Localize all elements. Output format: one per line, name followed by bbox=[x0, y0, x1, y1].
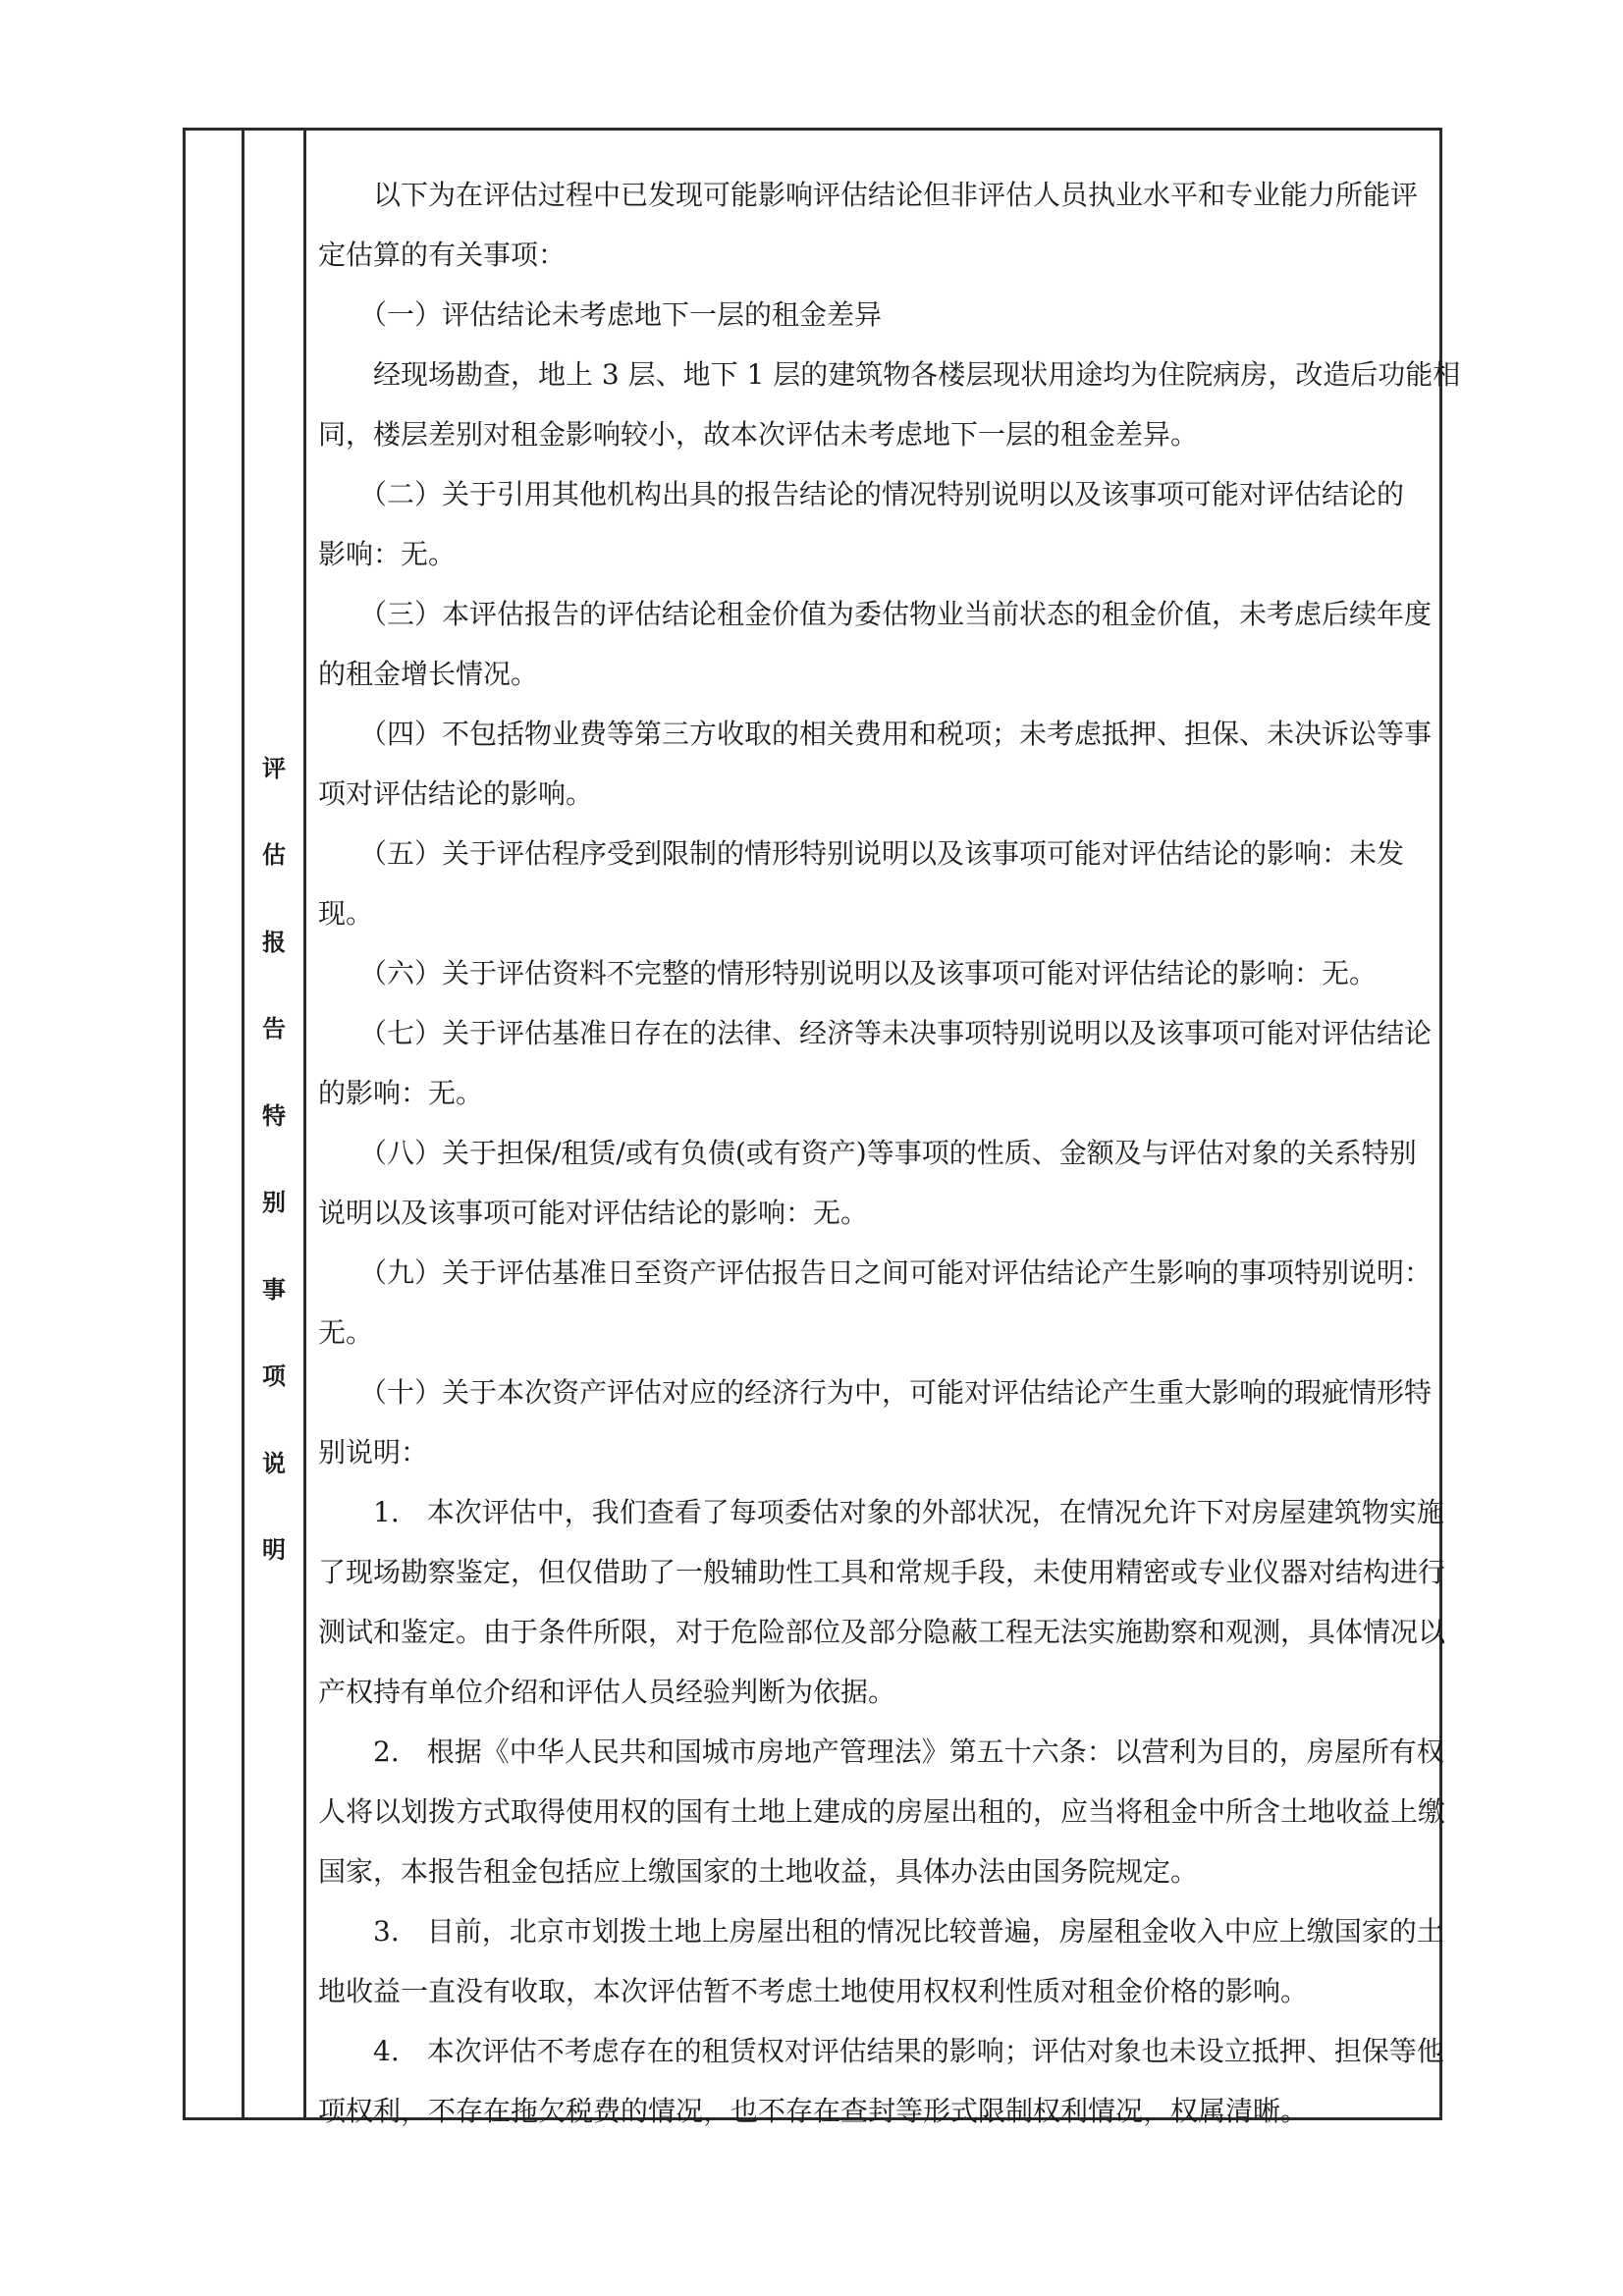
text-line: 影响：无。 bbox=[318, 538, 457, 570]
text-line: 产权持有单位介绍和评估人员经验判断为依据。 bbox=[318, 1676, 896, 1708]
label-char: 别 bbox=[262, 1188, 286, 1216]
text-line: 人将以划拨方式取得使用权的国有土地上建成的房屋出租的，应当将租金中所含土地收益上缴 bbox=[318, 1795, 1446, 1828]
text-line: 同，楼层差别对租金影响较小，故本次评估未考虑地下一层的租金差异。 bbox=[318, 418, 1199, 451]
text-line: 的影响：无。 bbox=[318, 1077, 484, 1109]
text-line: 项对评估结论的影响。 bbox=[318, 777, 594, 810]
label-char: 说 bbox=[262, 1449, 286, 1477]
text-line: 3. 目前，北京市划拨土地上房屋出租的情况比较普遍，房屋租金收入中应上缴国家的土 bbox=[318, 1915, 1444, 1948]
text-line: 国家，本报告租金包括应上缴国家的土地收益，具体办法由国务院规定。 bbox=[318, 1855, 1199, 1888]
label-char: 明 bbox=[262, 1535, 286, 1564]
text-line: （三）本评估报告的评估结论租金价值为委估物业当前状态的租金价值，未考虑后续年度 bbox=[318, 598, 1433, 630]
text-line: 现。 bbox=[318, 897, 374, 930]
text-line: 别说明： bbox=[318, 1436, 429, 1468]
text-line: （二）关于引用其他机构出具的报告结论的情况特别说明以及该事项可能对评估结论的 bbox=[318, 478, 1405, 510]
text-line: （一）评估结论未考虑地下一层的租金差异 bbox=[318, 298, 883, 331]
label-char: 报 bbox=[262, 928, 286, 956]
text-line: （五）关于评估程序受到限制的情形特别说明以及该事项可能对评估结论的影响：未发 bbox=[318, 837, 1405, 870]
text-line: 经现场勘查，地上 3 层、地下 1 层的建筑物各楼层现状用途均为住院病房，改造后功能相 bbox=[318, 358, 1461, 391]
label-char: 项 bbox=[262, 1362, 286, 1390]
text-line: 无。 bbox=[318, 1316, 374, 1349]
text-line: 2. 根据《中华人民共和国城市房地产管理法》第五十六条：以营利为目的，房屋所有权 bbox=[318, 1735, 1444, 1768]
text-line: 说明以及该事项可能对评估结论的影响：无。 bbox=[318, 1197, 869, 1229]
text-line: （四）不包括物业费等第三方收取的相关费用和税项；未考虑抵押、担保、未决诉讼等事 bbox=[318, 718, 1433, 750]
text-line: 的租金增长情况。 bbox=[318, 658, 539, 690]
content-cell bbox=[318, 144, 1461, 2127]
label-char: 评 bbox=[262, 754, 286, 782]
special-matters-table bbox=[183, 128, 1461, 2127]
text-line: （六）关于评估资料不完整的情形特别说明以及该事项可能对评估结论的影响：无。 bbox=[318, 957, 1378, 989]
label-char: 事 bbox=[262, 1275, 286, 1304]
label-char: 特 bbox=[262, 1101, 286, 1130]
label-char: 估 bbox=[262, 840, 286, 869]
text-line: 4. 本次评估不考虑存在的租赁权对评估结果的影响；评估对象也未设立抵押、担保等他 bbox=[318, 2035, 1444, 2067]
section-label-column bbox=[244, 131, 306, 2117]
label-char: 告 bbox=[262, 1014, 286, 1042]
text-line: （十）关于本次资产评估对应的经济行为中，可能对评估结论产生重大影响的瑕疵情形特 bbox=[318, 1376, 1433, 1409]
text-line: 了现场勘察鉴定，但仅借助了一般辅助性工具和常规手段，未使用精密或专业仪器对结构进行 bbox=[318, 1556, 1446, 1588]
text-line: （七）关于评估基准日存在的法律、经济等未决事项特别说明以及该事项可能对评估结论 bbox=[318, 1017, 1433, 1049]
text-line: 以下为在评估过程中已发现可能影响评估结论但非评估人员执业水平和专业能力所能评 bbox=[318, 179, 1419, 211]
text-line: 项权利，不存在拖欠税费的情况，也不存在查封等形式限制权利情况，权属清晰。 bbox=[318, 2095, 1309, 2127]
text-line: （八）关于担保/租赁/或有负债(或有资产)等事项的性质、金额及与评估对象的关系特别 bbox=[318, 1137, 1417, 1169]
text-line: （九）关于评估基准日至资产评估报告日之间可能对评估结论产生影响的事项特别说明： bbox=[318, 1256, 1433, 1289]
text-line: 定估算的有关事项： bbox=[318, 239, 567, 271]
blank-left-column bbox=[186, 131, 244, 2117]
text-line: 1. 本次评估中，我们查看了每项委估对象的外部状况，在情况允许下对房屋建筑物实施 bbox=[318, 1496, 1444, 1528]
text-line: 地收益一直没有收取，本次评估暂不考虑土地使用权权利性质对租金价格的影响。 bbox=[318, 1975, 1309, 2007]
label-and-content-area bbox=[244, 131, 1461, 2127]
text-line: 测试和鉴定。由于条件所限，对于危险部位及部分隐蔽工程无法实施勘察和观测，具体情况以 bbox=[318, 1616, 1446, 1648]
